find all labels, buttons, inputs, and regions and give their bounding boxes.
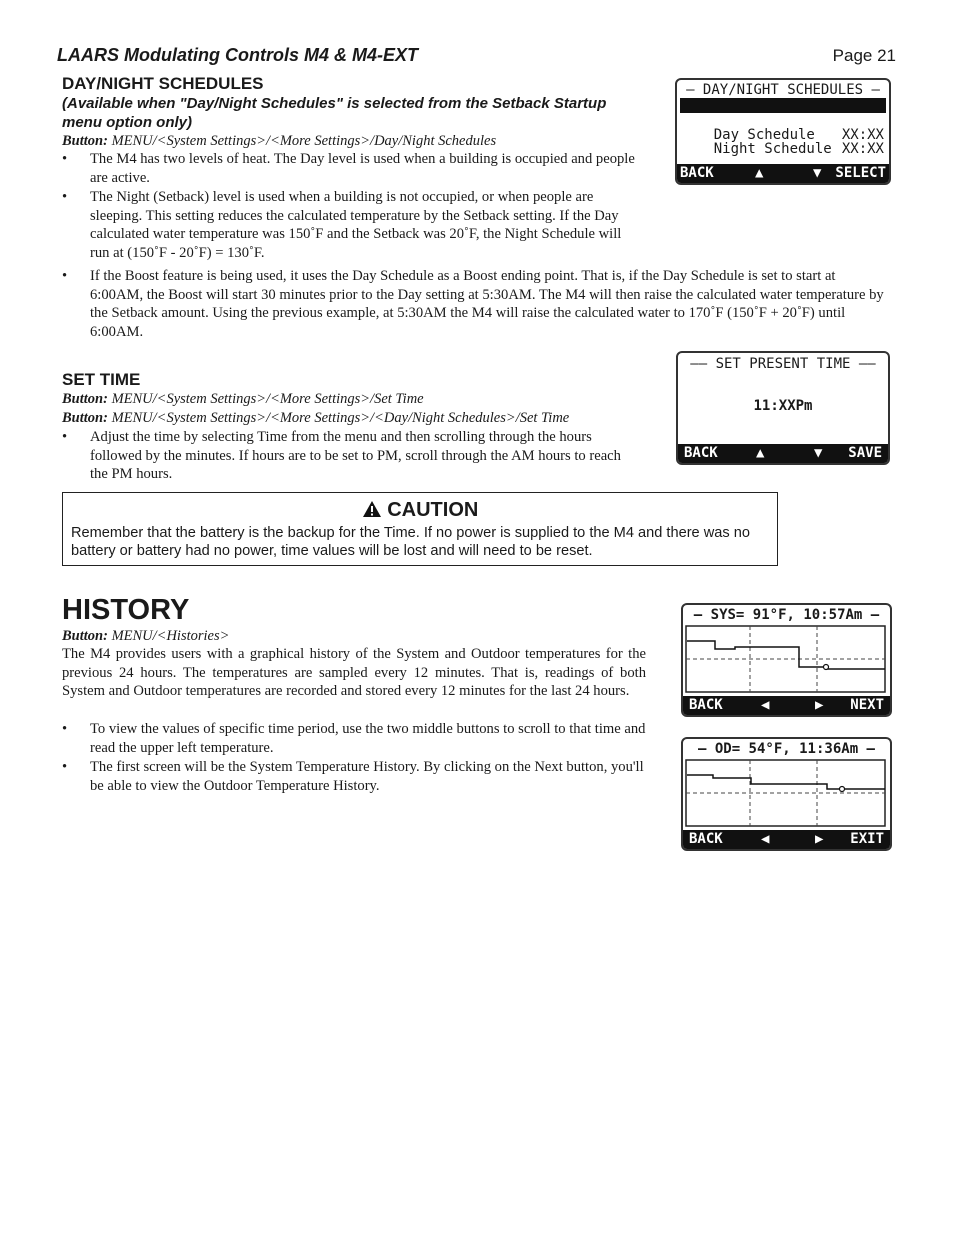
caution-heading: CAUTION: [63, 499, 777, 522]
lcd-title: — OD= 54°F, 11:36Am —: [697, 741, 875, 757]
down-arrow-icon: ▼: [814, 445, 823, 461]
lcd-outdoor-history: [681, 737, 892, 851]
menu-path: MENU/<System Settings>/<More Settings>/Set Time: [111, 391, 424, 407]
set-time-button-path-2: [62, 409, 662, 427]
back-key: BACK: [680, 165, 714, 181]
down-arrow-icon: ▼: [813, 165, 822, 181]
menu-path: MENU/<System Settings>/<More Settings>/<Day/Night Schedules>/Set Time: [111, 410, 570, 426]
lcd-title: — SYS= 91°F, 10:57Am —: [693, 607, 880, 623]
bullet-icon: •: [62, 759, 68, 775]
button-label: Button:: [62, 133, 108, 149]
lcd-menu-row-day-schedule: Day Schedule XX:XX: [713, 127, 884, 143]
day-night-heading: DAY/NIGHT SCHEDULES: [62, 74, 264, 93]
bullet-icon: •: [62, 268, 68, 284]
menu-path: MENU/<Histories>: [111, 628, 230, 644]
button-label: Button:: [62, 391, 108, 407]
button-label: Button:: [62, 410, 108, 426]
list-item: • To view the values of specific time period, use the two middle buttons to scroll to that time and read the upper left temperature.: [62, 721, 646, 756]
day-night-availability: (Available when "Day/Night Schedules" is selected from the Setback Startup menu option only): [62, 95, 607, 131]
lcd-softkey-bar: [677, 164, 889, 183]
lcd-menu-row-set-time: Set Time XX:XX: [680, 98, 886, 113]
right-arrow-icon: ▶: [815, 697, 824, 713]
save-key: SAVE: [848, 445, 882, 461]
bullet-icon: •: [62, 721, 68, 737]
document-title: LAARS Modulating Controls M4 & M4-EXT: [57, 45, 418, 65]
history-paragraph: The M4 provides users with a graphical history of the System and Outdoor temperatures for the previous 24 hours. The temperatures are sampled every 12 minutes. That is, readings of both System and Outdoor temperatures are recorded and stored every 12 minutes for the last 24 hours.: [62, 646, 646, 700]
warning-icon: [362, 500, 382, 518]
day-night-button-path: [62, 132, 662, 150]
history-button-path: [62, 627, 662, 645]
next-key: NEXT: [850, 697, 884, 713]
back-key: BACK: [689, 697, 723, 713]
right-arrow-icon: ▶: [815, 831, 824, 847]
history-heading: HISTORY: [62, 594, 190, 626]
lcd-set-present-time: [676, 351, 890, 465]
list-item: • The first screen will be the System Temperature History. By clicking on the Next button, you'll be able to view the Outdoor Temperature History.: [62, 759, 644, 794]
lcd-title: — DAY/NIGHT SCHEDULES —: [686, 82, 880, 98]
up-arrow-icon: ▲: [755, 165, 764, 181]
list-item: • If the Boost feature is being used, it uses the Day Schedule as a Boost ending point. That is, if the Day Schedule is set to start at 6:00AM, the Boost will start 30 minutes prior to the Day setting at 5:30AM. The M4 will then raise the calculated water temperature by the Setback amount. Using the previous example, at 5:30AM the M4 will raise the calculated water to 170˚F (150˚F + 20˚F) until 6:00AM.: [62, 268, 884, 341]
set-time-heading: SET TIME: [62, 370, 141, 389]
lcd-softkey-bar: [683, 830, 890, 849]
bullet-icon: •: [62, 429, 68, 445]
system-history-graph: [685, 625, 886, 693]
list-item: • The Night (Setback) level is used when a building is not occupied, or when people are sleeping. This setting reduces the calculated temperature by the Setback setting. If the Day calculated water temperature was 150˚F and the Setback was 20˚F, the Night Schedule will run at (150˚F - 20˚F) = 130˚F.: [62, 189, 622, 262]
lcd-menu-row-night-schedule: Night Schedule XX:XX: [713, 141, 884, 157]
up-arrow-icon: ▲: [756, 445, 765, 461]
lcd-title: —— SET PRESENT TIME ——: [690, 356, 876, 372]
list-item: • Adjust the time by selecting Time from the menu and then scrolling through the hours followed by the minutes. If hours are to be set to PM, scroll through the AM hours to reach the PM hours.: [62, 429, 621, 483]
exit-key: EXIT: [850, 831, 884, 847]
lcd-system-history: [681, 603, 892, 717]
bullet-icon: •: [62, 151, 68, 167]
back-key: BACK: [689, 831, 723, 847]
bullet-icon: •: [62, 189, 68, 205]
lcd-time-value: 11:XXPm: [753, 398, 813, 414]
caution-box: [62, 492, 778, 566]
left-arrow-icon: ◀: [761, 697, 770, 713]
lcd-softkey-bar: [683, 696, 890, 715]
lcd-day-night-schedules: [675, 78, 891, 185]
select-key: SELECT: [835, 165, 886, 181]
list-item: • The M4 has two levels of heat. The Day level is used when a building is occupied and people are active.: [62, 151, 635, 186]
caution-text: Remember that the battery is the backup for the Time. If no power is supplied to the M4 and there was no battery or battery had no power, time values will be lost and will need to be reset.: [71, 525, 750, 559]
outdoor-history-graph: [685, 759, 886, 827]
page-number: Page 21: [832, 46, 896, 65]
menu-path: MENU/<System Settings>/<More Settings>/Day/Night Schedules: [111, 133, 497, 149]
set-time-button-path-1: [62, 390, 662, 408]
lcd-softkey-bar: [678, 444, 888, 463]
left-arrow-icon: ◀: [761, 831, 770, 847]
button-label: Button:: [62, 628, 108, 644]
back-key: BACK: [684, 445, 718, 461]
